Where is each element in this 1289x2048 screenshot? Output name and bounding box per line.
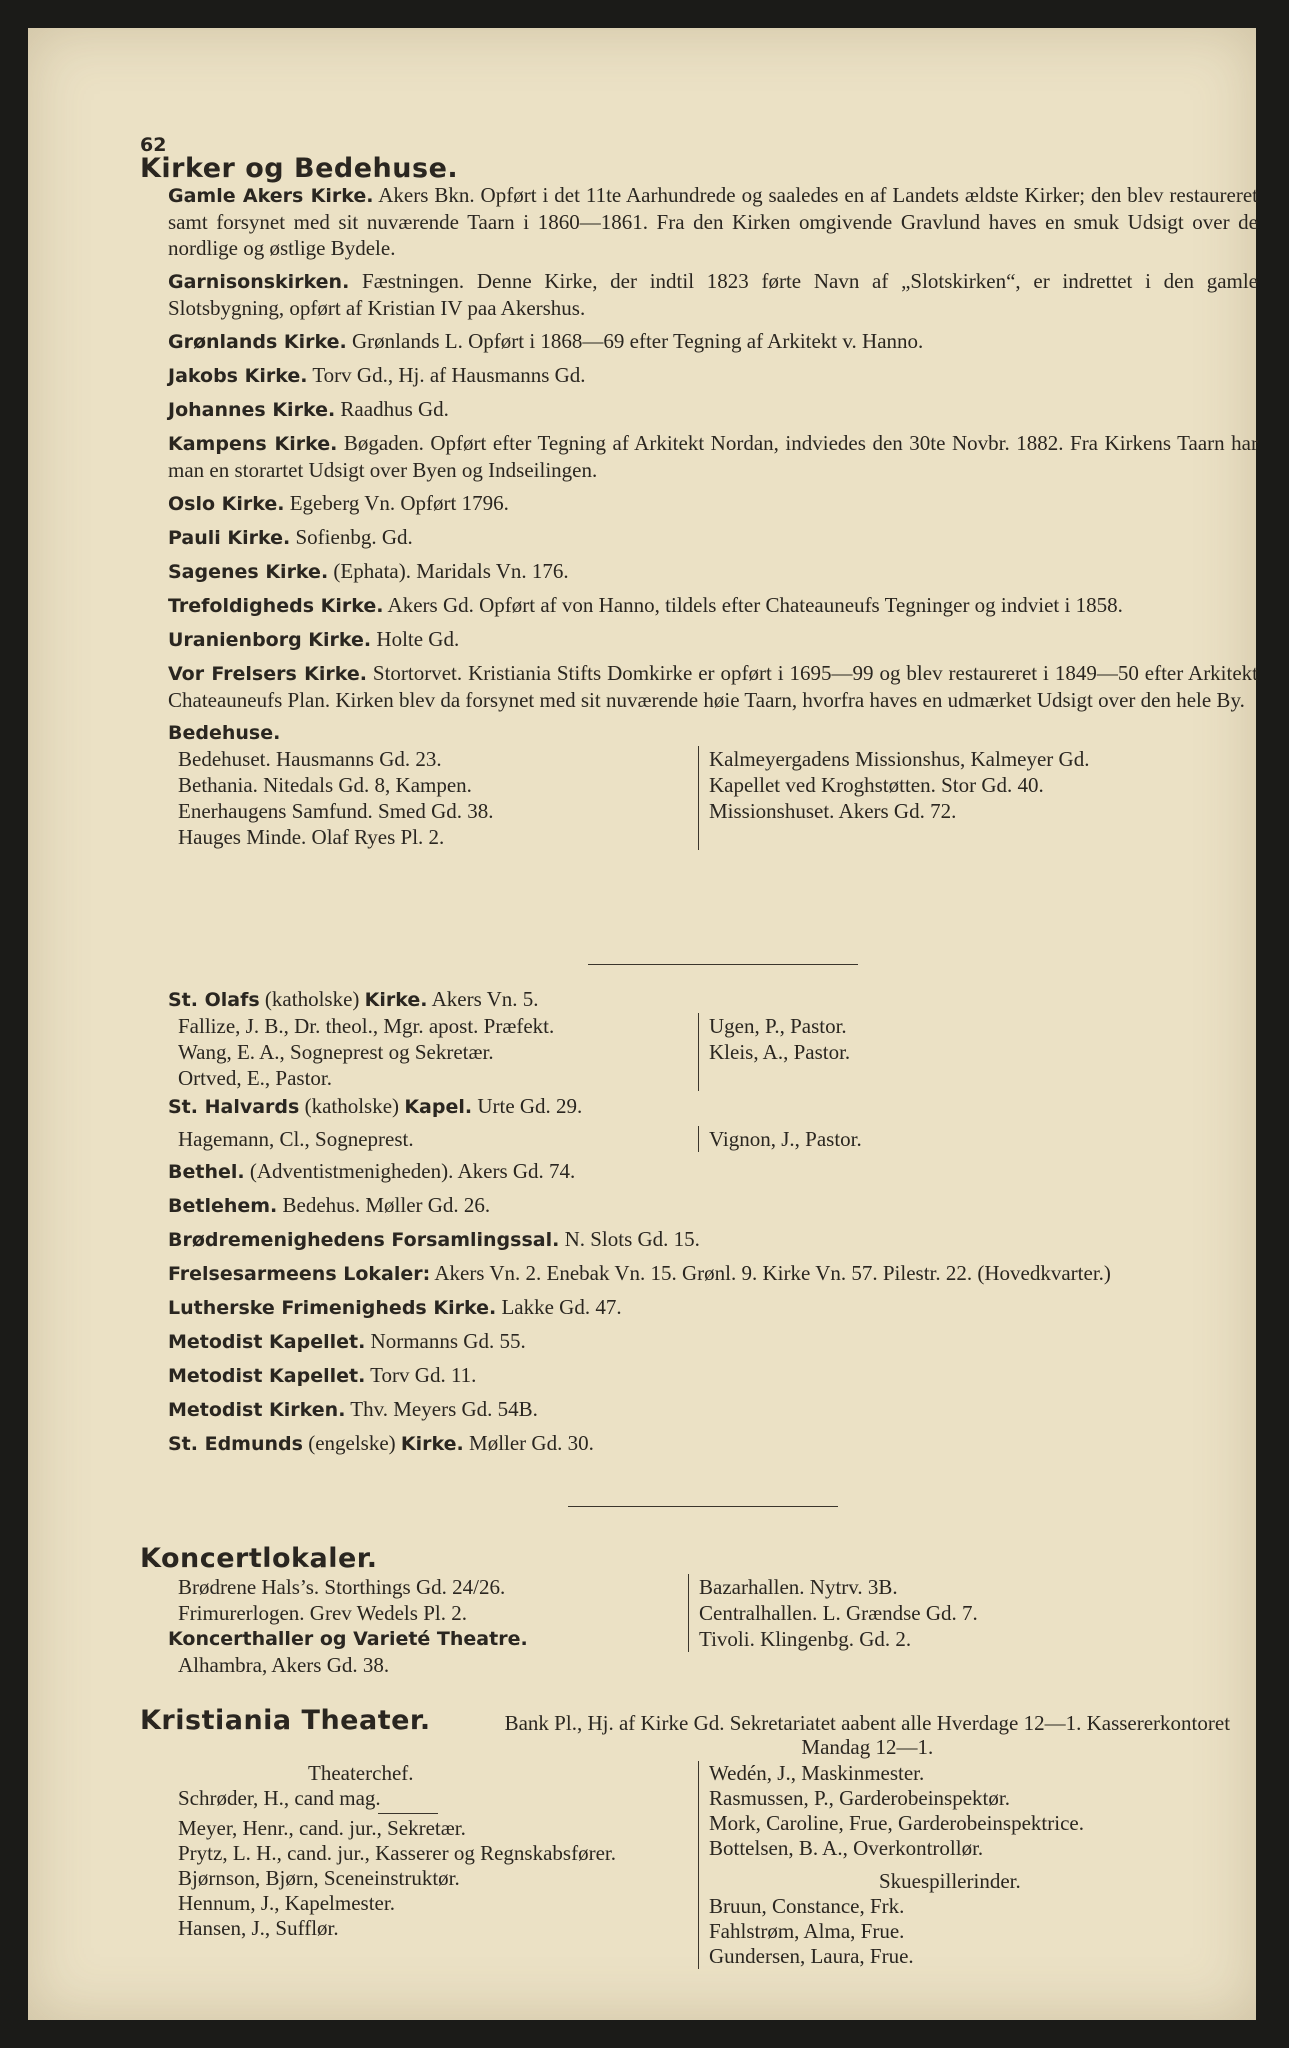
congregation-entry: Metodist Kapellet. Torv Gd. 11. bbox=[168, 1363, 477, 1387]
staff-item: Wedén, J., Maskinmester. bbox=[709, 1761, 925, 1785]
page-number: 62 bbox=[140, 134, 167, 156]
congregation-entry: Metodist Kapellet. Normanns Gd. 55. bbox=[168, 1329, 526, 1353]
staff-list-right bbox=[709, 1761, 1258, 1861]
theater-columns bbox=[168, 1761, 1258, 1969]
clergy-item: Ortved, E., Pastor. bbox=[178, 1066, 332, 1090]
subsection-title: Bedehuse. bbox=[168, 722, 281, 744]
bedehuse-left bbox=[168, 746, 698, 850]
entry-st-olafs: St. Olafs (katholske) Kirke. Akers Vn. 5. bbox=[168, 987, 539, 1011]
theater-left bbox=[168, 1761, 698, 1969]
section-title: Koncertlokaler. bbox=[140, 1543, 378, 1574]
venue-item: Brødrene Hals’s. Storthings Gd. 24/26. bbox=[178, 1575, 506, 1599]
olafs-columns bbox=[168, 1013, 1258, 1091]
koncert-right bbox=[688, 1574, 1258, 1652]
congregation-entry: Metodist Kirken. Thv. Meyers Gd. 54B. bbox=[168, 1397, 538, 1421]
venue-item: Tivoli. Klingenbg. Gd. 2. bbox=[699, 1627, 912, 1651]
staff-item: Hansen, J., Sufflør. bbox=[178, 1916, 339, 1940]
venue-item: Frimurerlogen. Grev Wedels Pl. 2. bbox=[178, 1601, 467, 1625]
staff-list-left bbox=[178, 1816, 698, 1941]
bedehuse-columns bbox=[168, 746, 1258, 850]
section-koncert bbox=[140, 1543, 1258, 1678]
church-entry: Grønlands Kirke. Grønlands L. Opført i 1868—69 efter Tegning af Arkitekt v. Hanno. bbox=[168, 329, 924, 353]
koncert-left-a bbox=[168, 1574, 688, 1626]
venue-item: Bazarhallen. Nytrv. 3B. bbox=[699, 1575, 898, 1599]
actress-item: Fahlstrøm, Alma, Frue. bbox=[709, 1919, 905, 1943]
church-entry: Vor Frelsers Kirke. Stortorvet. Kristiania Stifts Domkirke er opført i 1695—99 og blev restaureret i 1849—50 efter Arkitekt Chateauneufs Plan. Kirken blev da forsynet med sit nuværende høie Taarn, hvorfra haves en udmærket Udsigt over den hele By. bbox=[168, 661, 1259, 712]
entry-st-edmunds: St. Edmunds (engelske) Kirke. Møller Gd. 30. bbox=[168, 1431, 594, 1455]
halvards-right: Vignon, J., Pastor. bbox=[698, 1126, 1258, 1152]
church-entry: Uranienborg Kirke. Holte Gd. bbox=[168, 627, 460, 651]
staff-item: Meyer, Henr., cand. jur., Sekretær. bbox=[178, 1816, 466, 1840]
theater-header bbox=[140, 1705, 1258, 1759]
staff-item: Hennum, J., Kapelmester. bbox=[178, 1891, 395, 1915]
document-page bbox=[28, 28, 1259, 2020]
bedehus-item: Bedehuset. Hausmanns Gd. 23. bbox=[178, 747, 442, 771]
clergy-item: Fallize, J. B., Dr. theol., Mgr. apost. Præfekt. bbox=[178, 1014, 555, 1038]
congregation-entry: Betlehem. Bedehus. Møller Gd. 26. bbox=[168, 1193, 491, 1217]
entry-st-halvards: St. Halvards (katholske) Kapel. Urte Gd. 29. bbox=[168, 1094, 583, 1118]
actress-item: Bruun, Constance, Frk. bbox=[709, 1894, 905, 1918]
halvards-columns bbox=[168, 1126, 1258, 1152]
actresses-list bbox=[709, 1894, 1258, 1969]
bedehuse-right bbox=[698, 746, 1258, 850]
congregation-entry: Frelsesarmeens Lokaler: Akers Vn. 2. Enebak Vn. 15. Grønl. 9. Kirke Vn. 57. Pilestr. 22. (Hovedkvarter.) bbox=[168, 1261, 1111, 1285]
section-kirker bbox=[140, 153, 1259, 850]
church-entry: Pauli Kirke. Sofienbg. Gd. bbox=[168, 525, 413, 549]
olafs-right bbox=[698, 1013, 1258, 1091]
halvards-left: Hagemann, Cl., Sogneprest. bbox=[178, 1127, 414, 1151]
section-title: Kirker og Bedehuse. bbox=[140, 153, 459, 184]
section-other bbox=[168, 986, 1258, 1464]
clergy-item: Kleis, A., Pastor. bbox=[709, 1040, 851, 1064]
bedehus-item: Kalmeyergadens Missionshus, Kalmeyer Gd. bbox=[709, 747, 1090, 771]
staff-item: Bjørnson, Bjørn, Sceneinstruktør. bbox=[178, 1866, 460, 1890]
church-entry: Oslo Kirke. Egeberg Vn. Opført 1796. bbox=[168, 491, 509, 515]
koncert-columns bbox=[168, 1574, 1258, 1678]
church-entry: Garnisonskirken. Fæstningen. Denne Kirke, der indtil 1823 førte Navn af „Slotskirken“, er indrettet i den gamle Slotsbygning, opført af Kristian IV paa Akershus. bbox=[168, 269, 1258, 320]
bedehus-item: Missionshuset. Akers Gd. 72. bbox=[709, 799, 957, 823]
bedehus-item: Kapellet ved Kroghstøtten. Stor Gd. 40. bbox=[709, 773, 1044, 797]
actresses-heading: Skuespillerinder. bbox=[879, 1869, 1021, 1893]
divider bbox=[588, 964, 858, 965]
congregation-entry: Bethel. (Adventistmenigheden). Akers Gd. 74. bbox=[168, 1159, 576, 1183]
subsection-title: Koncerthaller og Varieté Theatre. bbox=[168, 1628, 528, 1650]
chef-name: Schrøder, H., cand mag. bbox=[178, 1786, 381, 1810]
olafs-left bbox=[168, 1013, 698, 1091]
short-rule bbox=[378, 1813, 438, 1814]
koncert-left-b bbox=[168, 1652, 688, 1678]
venue-item: Centralhallen. L. Grændse Gd. 7. bbox=[699, 1601, 978, 1625]
staff-item: Bottelsen, B. A., Overkontrollør. bbox=[709, 1836, 984, 1860]
theater-right bbox=[698, 1761, 1258, 1969]
bedehus-item: Enerhaugens Samfund. Smed Gd. 38. bbox=[178, 799, 494, 823]
church-entry: Gamle Akers Kirke. Akers Bkn. Opført i det 11te Aarhundrede og saaledes en af Landets ældste Kirker; den blev restaureret samt forsynet med sit nuværende Taarn i 1860—1861. Fra den Kirken omgivende Gravlund haves en smuk Udsigt over de nordlige og østlige Bydele. bbox=[168, 183, 1259, 260]
bedehus-item: Bethania. Nitedals Gd. 8, Kampen. bbox=[178, 773, 472, 797]
church-entry: Johannes Kirke. Raadhus Gd. bbox=[168, 397, 449, 421]
venue-item: Alhambra, Akers Gd. 38. bbox=[178, 1653, 390, 1677]
congregation-entry: Brødremenighedens Forsamlingssal. N. Slots Gd. 15. bbox=[168, 1227, 700, 1251]
theater-address: Bank Pl., Hj. af Kirke Gd. Sekretariatet aabent alle Hverdage 12—1. Kassererkontoret Mandag 12—1. bbox=[504, 1711, 1231, 1759]
church-list bbox=[168, 182, 1258, 713]
section-title: Kristiania Theater. bbox=[140, 1705, 431, 1736]
section-theater bbox=[140, 1705, 1258, 1969]
bedehus-item: Hauges Minde. Olaf Ryes Pl. 2. bbox=[178, 825, 445, 849]
staff-item: Mork, Caroline, Frue, Garderobeinspektrice. bbox=[709, 1811, 1084, 1835]
church-entry: Jakobs Kirke. Torv Gd., Hj. af Hausmanns Gd. bbox=[168, 363, 586, 387]
divider bbox=[568, 1506, 838, 1507]
actress-item: Gundersen, Laura, Frue. bbox=[709, 1944, 914, 1968]
other-list bbox=[168, 1158, 1258, 1423]
church-entry: Kampens Kirke. Bøgaden. Opført efter Tegning af Arkitekt Nordan, indviedes den 30te Novbr. 1882. Fra Kirkens Taarn har man en storartet Udsigt over Byen og Indseilingen. bbox=[168, 431, 1258, 482]
koncert-left bbox=[168, 1574, 688, 1678]
staff-item: Prytz, L. H., cand. jur., Kasserer og Regnskabsfører. bbox=[178, 1841, 616, 1865]
church-entry: Sagenes Kirke. (Ephata). Maridals Vn. 176. bbox=[168, 559, 569, 583]
clergy-item: Wang, E. A., Sogneprest og Sekretær. bbox=[178, 1040, 494, 1064]
chef-heading: Theaterchef. bbox=[308, 1761, 414, 1785]
congregation-entry: Lutherske Frimenigheds Kirke. Lakke Gd. 47. bbox=[168, 1295, 622, 1319]
staff-item: Rasmussen, P., Garderobeinspektør. bbox=[709, 1786, 1010, 1810]
clergy-item: Ugen, P., Pastor. bbox=[709, 1014, 847, 1038]
church-entry: Trefoldigheds Kirke. Akers Gd. Opført af von Hanno, tildels efter Chateauneufs Tegninger og indviet i 1858. bbox=[168, 593, 1123, 617]
